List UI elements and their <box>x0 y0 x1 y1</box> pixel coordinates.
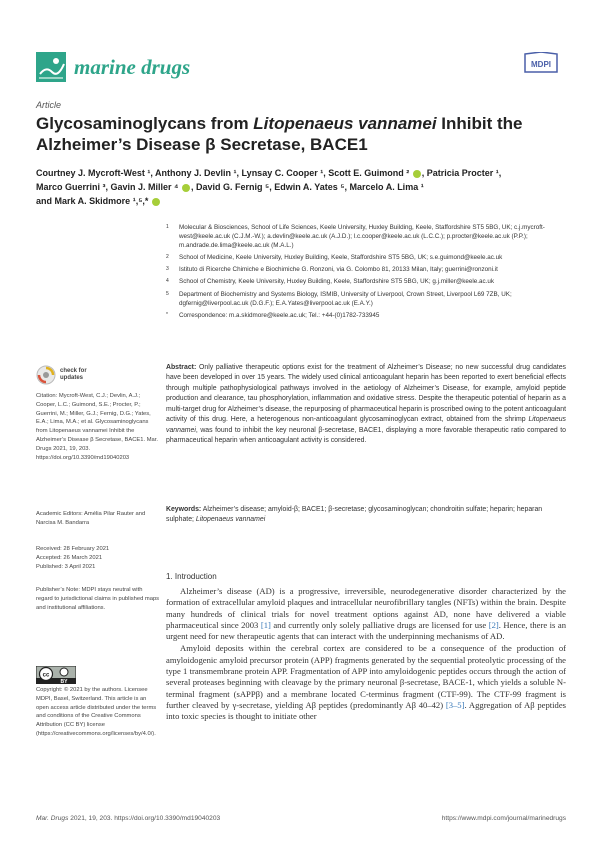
keywords-label: Keywords: <box>166 506 202 513</box>
title-part-3: Inhibit the Alzheimer’s Disease β Secretase, BACE1 <box>36 114 523 154</box>
author-line: Marco Guerrini ³, Gavin J. Miller ⁴ , David G. Fernig ⁵, Edwin A. Yates ⁵, Marcelo A. Lima ¹ <box>36 182 424 192</box>
article-dates <box>36 545 160 571</box>
paragraph: Alzheimer’s disease (AD) is a progressive, irreversible, neurodegenerative disorder characterized by the formation of extracellular amyloid plaques and intracellular neurofibrillary tangles (NFTs) within the brain. Despite many hundreds of clinical trials for novel treatment options against AD, none have delivered a viable pharmaceutical since 2003 [1] and currently only solely palliative drugs are licensed for use [2]. Hence, there is an urgent need for new therapeutic agents that can interact with the underpinning mechanisms of AD. <box>166 586 567 642</box>
title-species: Litopenaeus vannamei <box>253 114 437 133</box>
journal-name: marine drugs <box>74 54 191 79</box>
academic-editors: Academic Editors: Amélia Pilar Rauter and Narcisa M. Bandarra <box>36 511 146 526</box>
footer-citation: Mar. Drugs 2021, 19, 203. https://doi.org/10.3390/md19040203 <box>36 815 221 822</box>
affiliation-item: 1 Molecular & Biosciences, School of Life Sciences, Keele University, Huxley Building, Keele, Staffordshire ST5 5BG, UK; c.j.mycroft-west@keele.ac.uk (C.J.M.-W.); a.devlin@keele.ac.uk (A.J.D.); l.c.cooper@keele.ac.uk (L.C.C.); p.procter@keele.ac.uk (P.P.); m.andrade.de.lima@keele.ac.uk (M.A.L.) <box>166 224 545 250</box>
mdpi-logo-icon <box>523 52 559 74</box>
affiliation-item: 2 School of Medicine, Keele University, Huxley Building, Keele, Staffordshire ST5 5BG, UK; s.e.guimond@keele.ac.uk <box>166 254 503 262</box>
citation-link[interactable]: [3–5] <box>445 699 465 710</box>
orcid-icon[interactable] <box>152 198 160 206</box>
cc-by-license-icon[interactable] <box>36 666 76 684</box>
publishers-note: Publisher’s Note: MDPI stays neutral with regard to jurisdictional claims in published maps and institutional affiliations. <box>36 587 160 611</box>
affiliation-item: 5 Department of Biochemistry and Systems Biology, ISMIB, University of Liverpool, Crown Street, Liverpool L69 7ZB, UK; dgfernig@liverpool.ac.uk (D.G.F.); E.A.Yates@liverpool.ac.uk (E.A.Y.) <box>166 290 512 307</box>
article-type: Article <box>36 100 62 110</box>
marine-drugs-logo-icon <box>36 52 66 82</box>
orcid-icon[interactable] <box>182 184 190 192</box>
date-accepted: Accepted: 26 March 2021 <box>36 554 103 561</box>
orcid-icon[interactable] <box>413 170 421 178</box>
author-line: and Mark A. Skidmore ¹,⁵,* <box>36 194 566 208</box>
abstract-label: Abstract: <box>166 364 197 371</box>
journal-logo <box>36 52 190 82</box>
date-published: Published: 3 April 2021 <box>36 563 96 570</box>
affiliation-item: 3 Istituto di Ricerche Chimiche e Biochimiche G. Ronzoni, via G. Colombo 81, 20133 Milan, Italy; guerrini@ronzoni.it <box>166 266 498 274</box>
page-footer <box>36 815 566 822</box>
citation-link[interactable]: [2] <box>488 619 499 630</box>
date-received: Received: 28 February 2021 <box>36 546 110 552</box>
author-line: Courtney J. Mycroft-West ¹, Anthony J. Devlin ¹, Lynsay C. Cooper ¹, Scott E. Guimond ² , Patricia Procter ¹, <box>36 168 502 178</box>
footer-journal-url[interactable]: https://www.mdpi.com/journal/marinedrugs <box>441 815 566 822</box>
affiliations <box>166 223 566 323</box>
introduction-body <box>166 586 566 724</box>
abstract: Abstract: Only palliative therapeutic options exist for the treatment of Alzheimer’s Disease; no new successful drug candidates have been developed in over 15 years. The widely used clinical anticoagulant heparin has been reported to exert beneficial effects through multiple pathophysiological pathways involved in the aetiology of Alzheimer’s Disease, for example, amyloid peptide production and clearance, tau phosphorylation, inflammation and oxidative stress. Despite the therapeutic potential of heparin as a multi-target drug for Alzheimer’s disease, the repurposing of pharmaceutical heparin is proscribed owing to the potent anticoagulant activity of this drug. Here, a heterogenous non-anticoagulant glycosaminoglycan extract, obtained from the shrimp Litopenaeus vannamei, was found to inhibit the key neuronal β-secretase, BACE1, displaying a more favorable therapeutic ratio compared to pharmaceutical heparin when anticoagulant activity is considered. <box>166 364 567 445</box>
paragraph: Amyloid deposits within the cerebral cortex are considered to be a consequence of the production of amyloidogenic amyloid precursor protein (APP) fragments generated by the sequential proteolytic processing of the type 1 transmembrane protein APP. Fragmentation of APP into amyloidogenic peptides occurs through the action of several proteases beginning with cleavage by the primary neuronal β-secretase, BACE-1, which yields a soluble N-terminal fragment (sAPPβ) and a membrane located C-terminus fragment (CTF-99). The CTF-99 fragment is further cleaved by γ-secretase, yielding Aβ peptides (predominantly Aβ 40–42) [3–5]. Aggregation of Aβ peptides into toxic species is thought to initiate other <box>166 643 566 722</box>
section-heading: 1. Introduction <box>166 572 217 581</box>
keywords: Keywords: Alzheimer’s disease; amyloid-β; BACE1; β-secretase; glycosaminoglycan; chondroitin sulfate; heparin; heparan sulphate; Litopenaeus vannamei <box>166 506 543 524</box>
svg-text:BY: BY <box>60 679 68 684</box>
title-part-1: Glycosaminoglycans from <box>36 114 254 133</box>
article-title <box>36 113 566 155</box>
copyright-license: Copyright: © 2021 by the authors. Licensee MDPI, Basel, Switzerland. This article is an open access article distributed under the terms and conditions of the Creative Commons Attribution (CC BY) license (https://creativecommons.org/licenses/by/4.0/). <box>36 687 157 737</box>
citation-link[interactable]: [1] <box>260 619 271 630</box>
check-updates-line2: updates <box>60 375 84 381</box>
citation: Citation: Mycroft-West, C.J.; Devlin, A.J.; Cooper, L.C.; Guimond, S.E.; Procter, P.; Guerrini, M.; Miller, G.J.; Fernig, D.G.; Yates, E.A.; Lima, M.A.; et al. Glycosaminoglycans from Litopenaeus vannamei Inhibit the Alzheimer’s Disease β Secretase, BACE1. Mar. Drugs 2021, 19, 203. https://doi.org/10.3390/md19040203 <box>36 393 159 461</box>
svg-text:cc: cc <box>42 672 50 679</box>
author-list <box>36 166 566 208</box>
mdpi-logo-text: MDPI <box>531 60 551 69</box>
check-updates-line1: check for <box>60 368 87 374</box>
check-for-updates-button[interactable] <box>36 365 87 385</box>
correspondence: * Correspondence: m.a.skidmore@keele.ac.uk; Tel.: +44-(0)1782-733945 <box>166 311 380 319</box>
affiliation-item: 4 School of Chemistry, Keele University, Huxley Building, Keele, Staffordshire ST5 5BG, UK; g.j.miller@keele.ac.uk <box>166 278 495 286</box>
check-updates-icon <box>36 365 56 385</box>
